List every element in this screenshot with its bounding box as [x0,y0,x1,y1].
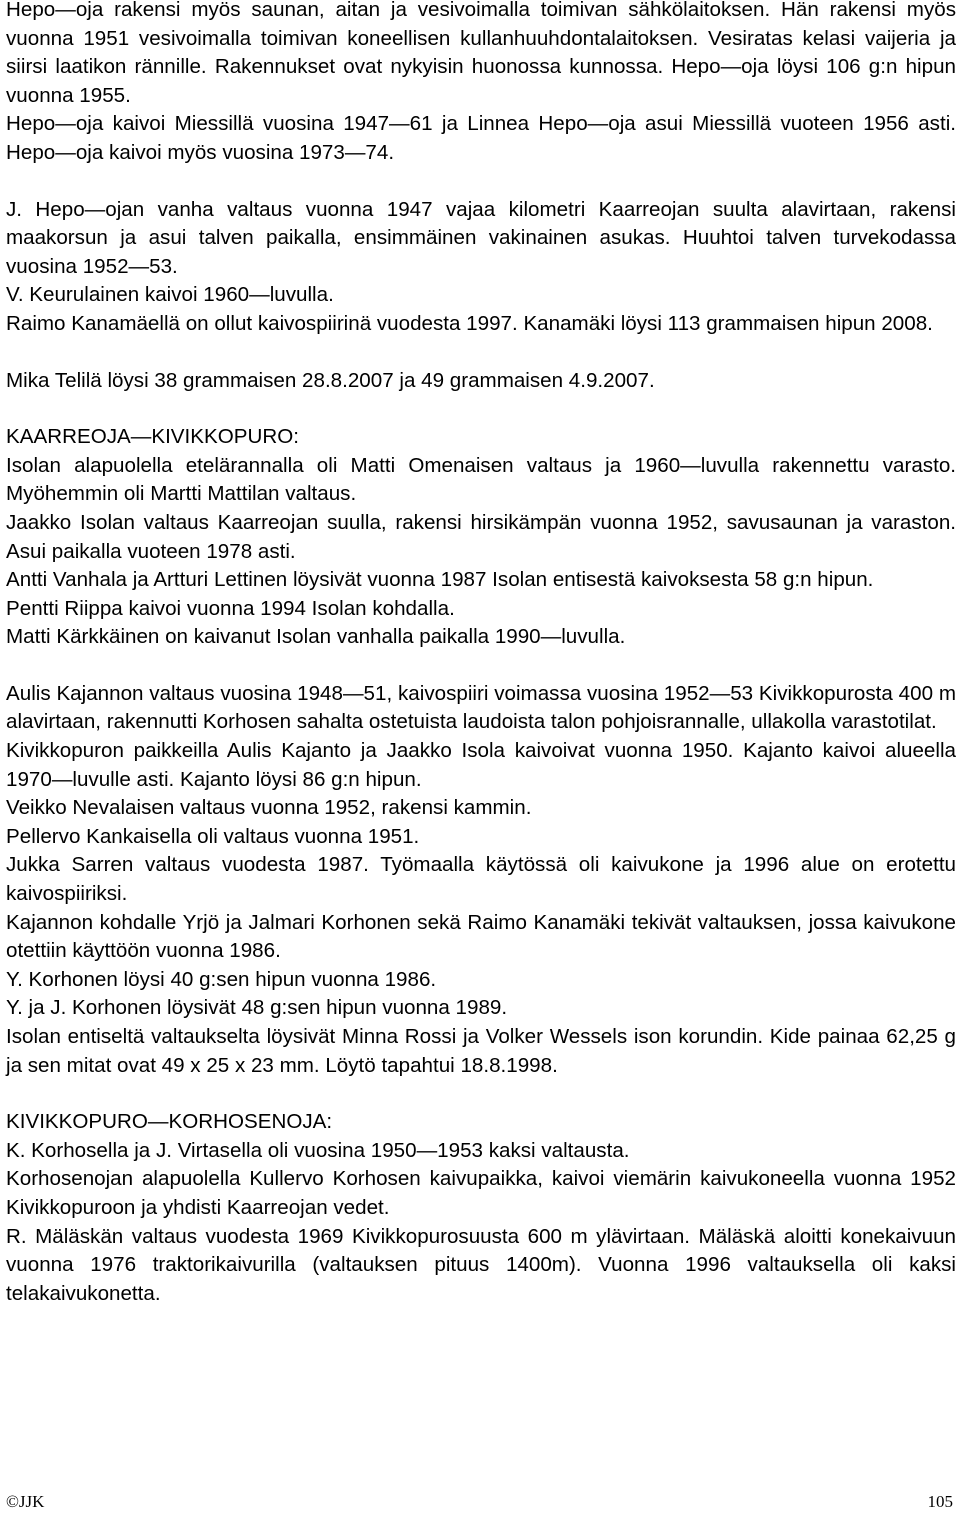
paragraph: R. Mäläskän valtaus vuodesta 1969 Kivikkopurosuusta 600 m ylävirtaan. Mäläskä aloitti konekaivuun vuonna 1976 traktorikaivurilla (valtauksen pituus 1400m). Vuonna 1996 valtauksella oli kaksi telakaivukonetta. [6,1224,956,1305]
paragraph: J. Hepo—ojan vanha valtaus vuonna 1947 vajaa kilometri Kaarreojan suulta alavirtaan, rakensi maakorsun ja asui talven paikalla, ensimmäinen vakinainen asukas. Huuhtoi talven turvekodassa vuosina 1952—53. [6,197,956,278]
document-page [6,0,956,1308]
paragraph: Pellervo Kankaisella oli valtaus vuonna 1951. [6,824,420,848]
section-hepo-oja-buildings [6,0,956,168]
section-telila [6,367,956,396]
paragraph-gap [6,168,956,196]
paragraph: Hepo—oja rakensi myös saunan, aitan ja vesivoimalla toimivan sähkölaitoksen. Hän rakensi myös vuonna 1951 vesivoimalla toimivan koneellisen kullanhuuhdontalaitoksen. Vesiratas kelasi vaijeria ja siirsi laatikon rännille. Rakennukset ovat nykyisin huonossa kunnossa. Hepo—oja löysi 106 g:n hipun vuonna 1955. [6,0,956,107]
section-kajanto [6,680,956,1080]
paragraph: Jukka Sarren valtaus vuodesta 1987. Työmaalla käytössä oli kaivukone ja 1996 alue on erotettu kaivospiiriksi. [6,853,956,906]
paragraph: Y. Korhonen löysi 40 g:sen hipun vuonna 1986. [6,967,437,991]
paragraph-gap [6,1080,956,1108]
paragraph-gap [6,395,956,423]
section-kaarreoja-kivikkopuro [6,423,956,652]
section-kivikkopuro-korhosenoja [6,1108,956,1308]
paragraph: Isolan alapuolella etelärannalla oli Matti Omenaisen valtaus ja 1960—luvulla rakennettu varasto. Myöhemmin oli Martti Mattilan valtaus. [6,453,956,506]
footer-copyright: ©JJK [6,1492,45,1511]
paragraph: Jaakko Isolan valtaus Kaarreojan suulla, rakensi hirsikämpän vuonna 1952, savusaunan ja varaston. Asui paikalla vuoteen 1978 asti. [6,510,956,563]
footer-page-number: 105 [927,1492,953,1511]
paragraph: Veikko Nevalaisen valtaus vuonna 1952, rakensi kammin. [6,796,532,820]
paragraph: Mika Telilä löysi 38 grammaisen 28.8.2007 ja 49 grammaisen 4.9.2007. [6,368,655,392]
section-heading: KAARREOJA—KIVIKKOPURO: [6,425,299,449]
paragraph: Antti Vanhala ja Artturi Lettinen löysivät vuonna 1987 Isolan entisestä kaivoksesta 58 g:n hipun. [6,568,874,592]
paragraph-gap [6,652,956,680]
section-hepo-oja-claim [6,196,956,339]
paragraph: K. Korhosella ja J. Virtasella oli vuosina 1950—1953 kaksi valtausta. [6,1138,630,1162]
paragraph: Kajannon kohdalle Yrjö ja Jalmari Korhonen sekä Raimo Kanamäki tekivät valtauksen, jossa kaivukone otettiin käyttöön vuonna 1986. [6,910,956,963]
section-heading: KIVIKKOPURO—KORHOSENOJA: [6,1110,333,1134]
paragraph: Kivikkopuron paikkeilla Aulis Kajanto ja Jaakko Isola kaivoivat vuonna 1950. Kajanto kaivoi alueella 1970—luvulle asti. Kajanto löysi 86 g:n hipun. [6,739,956,791]
paragraph: Korhosenojan alapuolella Kullervo Korhosen kaivupaikka, kaivoi viemärin kaivukoneella vuonna 1952 Kivikkopuroon ja yhdisti Kaarreojan vedet. [6,1167,956,1219]
paragraph: Y. ja J. Korhonen löysivät 48 g:sen hipun vuonna 1989. [6,996,508,1020]
paragraph: Matti Kärkkäinen on kaivanut Isolan vanhalla paikalla 1990—luvulla. [6,625,626,649]
paragraph: Pentti Riippa kaivoi vuonna 1994 Isolan kohdalla. [6,596,455,620]
paragraph-gap [6,339,956,367]
paragraph: Isolan entiseltä valtaukselta löysivät Minna Rossi ja Volker Wessels ison korundin. Kide painaa 62,25 g ja sen mitat ovat 49 x 25 x 23 mm. Löytö tapahtui 18.8.1998. [6,1025,956,1077]
paragraph: Raimo Kanamäellä on ollut kaivospiirinä vuodesta 1997. Kanamäki löysi 113 grammaisen hipun 2008. [6,311,933,335]
paragraph: Hepo—oja kaivoi Miessillä vuosina 1947—61 ja Linnea Hepo—oja asui Miessillä vuoteen 1956 asti. Hepo—oja kaivoi myös vuosina 1973—74. [6,112,956,164]
paragraph: Aulis Kajannon valtaus vuosina 1948—51, kaivospiiri voimassa vuosina 1952—53 Kivikkopurosta 400 m alavirtaan, rakennutti Korhosen sahalta ostetuista laudoista talon pohjoisrannalle, ullakolla varastotilat. [6,681,956,734]
paragraph: V. Keurulainen kaivoi 1960—luvulla. [6,283,334,307]
